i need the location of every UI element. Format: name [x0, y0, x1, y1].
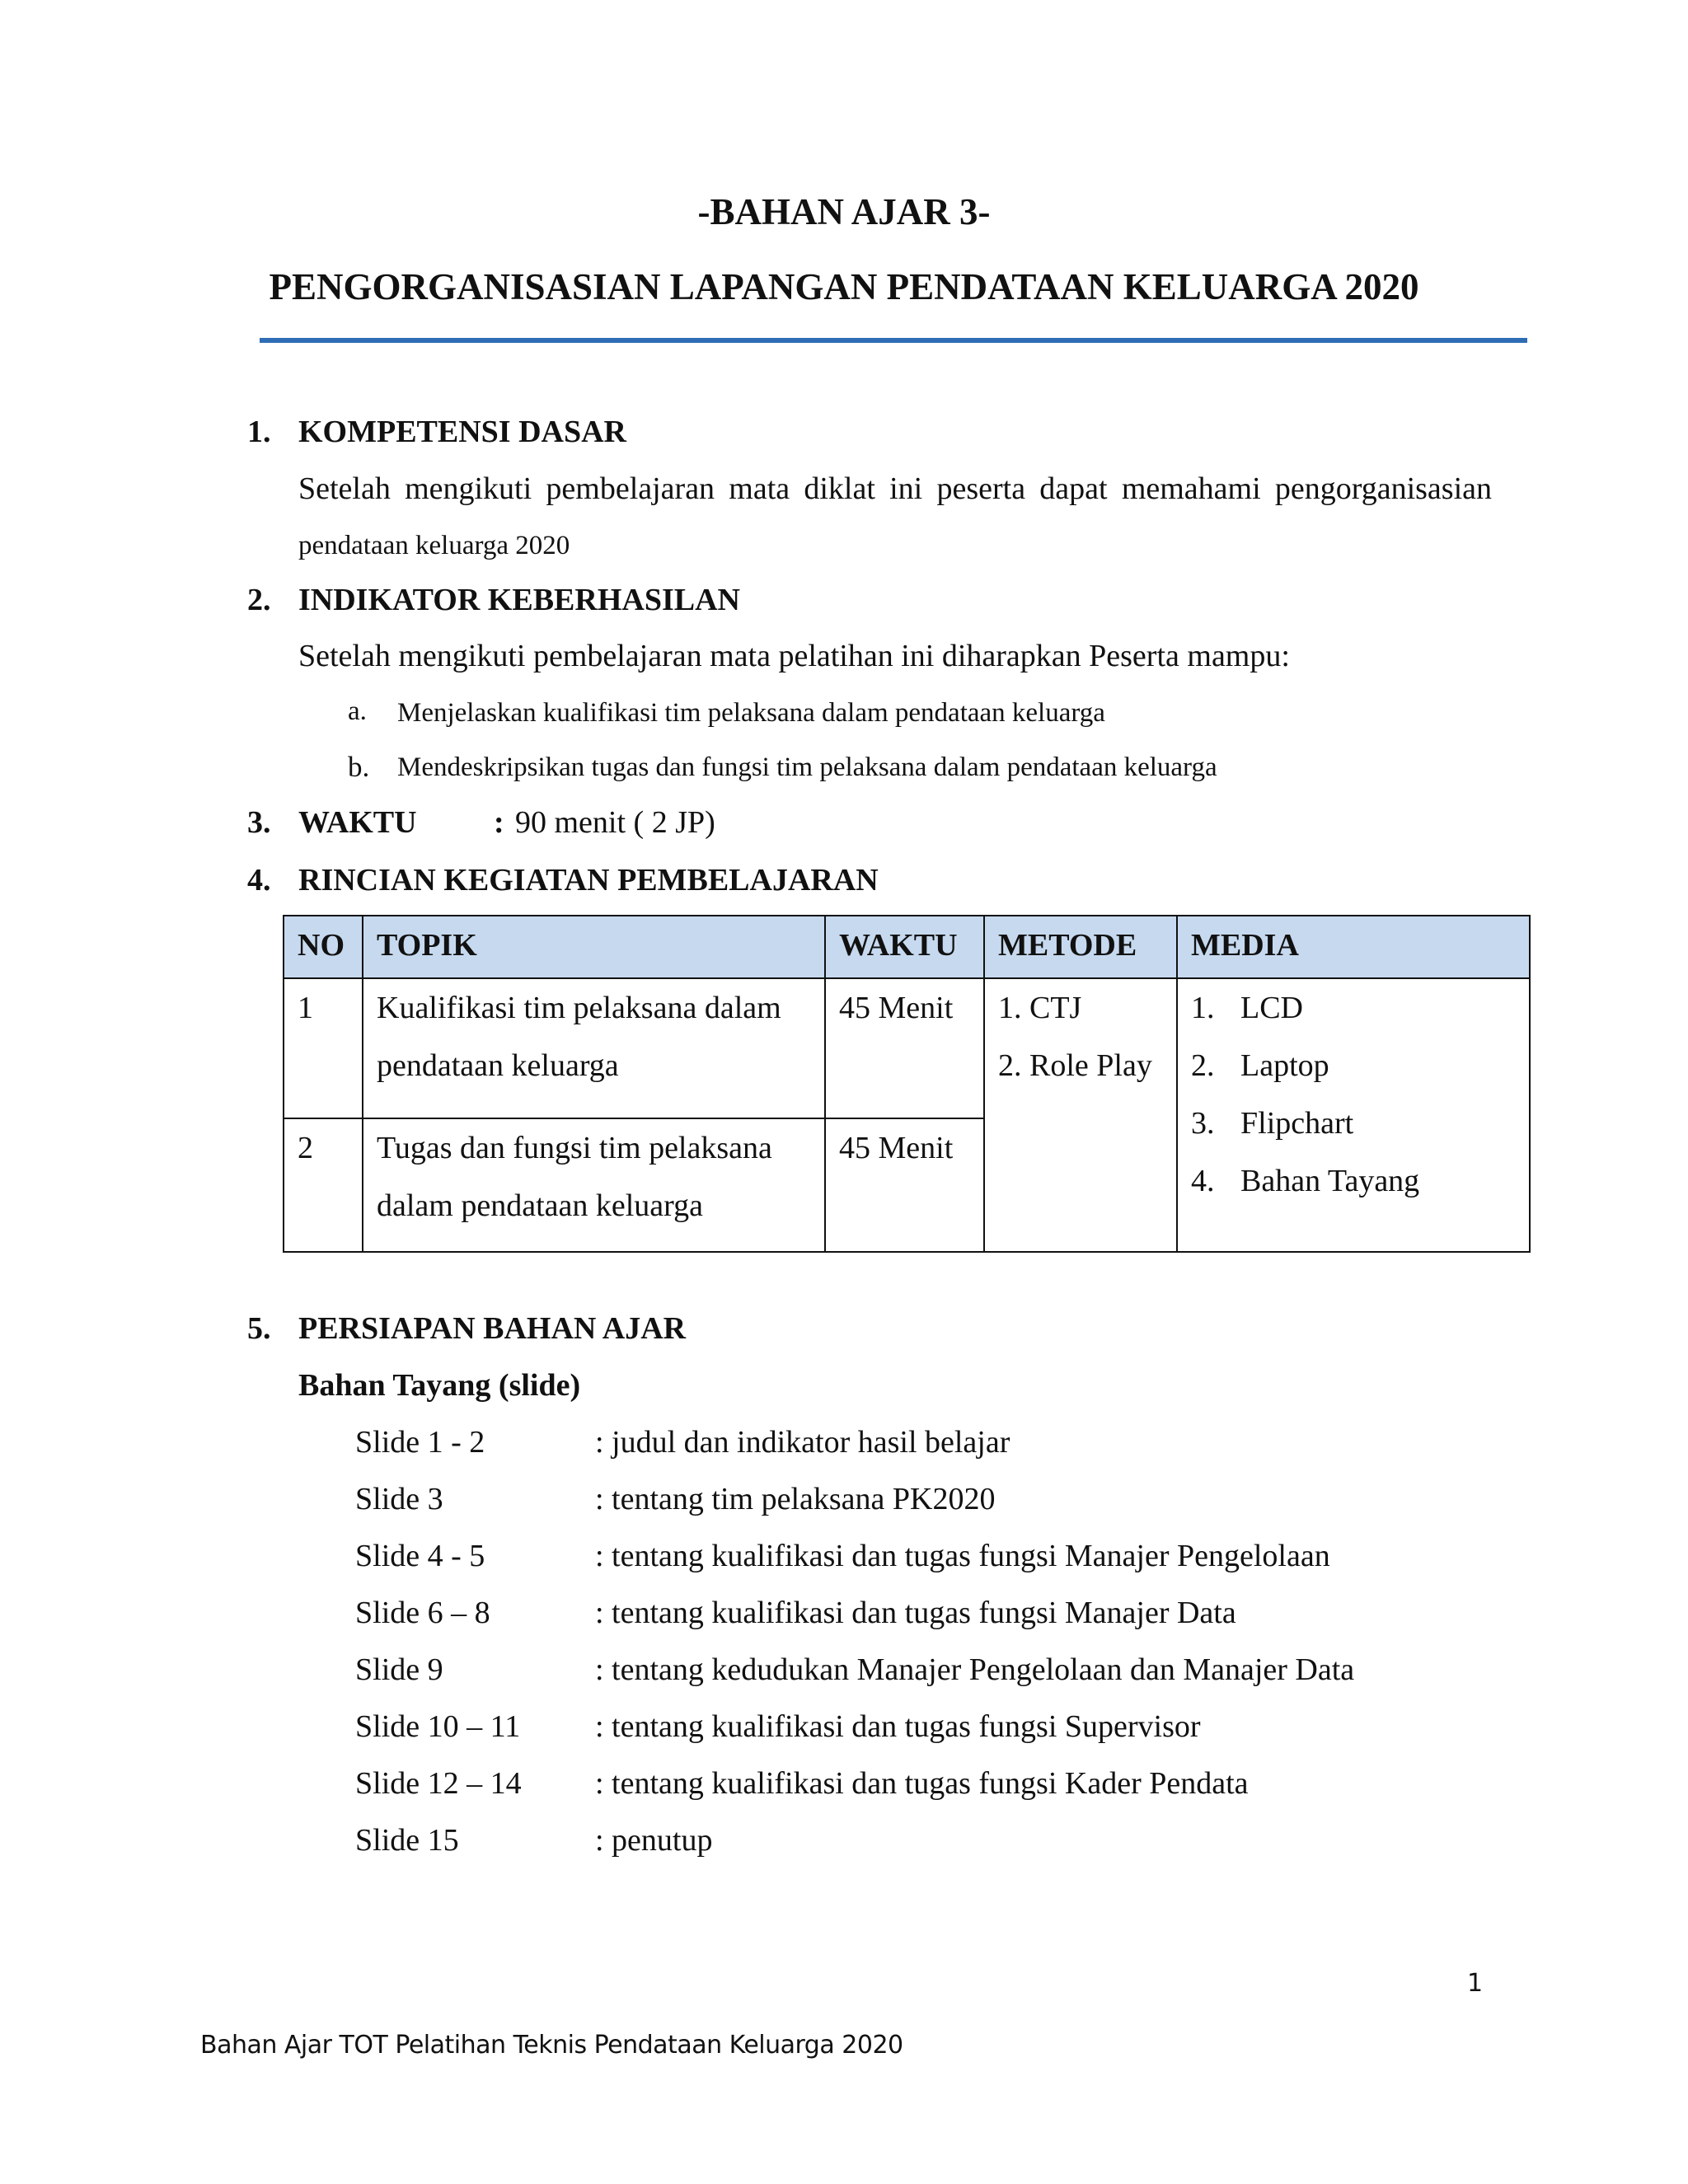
- topic-line: Tugas dan fungsi tim pelaksana: [377, 1131, 772, 1165]
- slide-label: Slide 10 – 11: [355, 1709, 521, 1744]
- slide-description: : tentang kualifikasi dan tugas fungsi Kader Pendata: [595, 1766, 1249, 1801]
- method-item: 1. CTJ: [998, 991, 1082, 1025]
- topic-line: Kualifikasi tim pelaksana dalam: [377, 991, 781, 1025]
- section-1-text-line2: pendataan keluarga 2020: [298, 531, 570, 560]
- table-cell-topic: [363, 1118, 825, 1252]
- media-item: 3. Flipchart: [1191, 1106, 1354, 1141]
- section-4-number: 4.: [247, 863, 271, 898]
- section-3-value: 90 menit ( 2 JP): [515, 805, 715, 840]
- slide-description: : penutup: [595, 1823, 713, 1858]
- topic-line: pendataan keluarga: [377, 1048, 619, 1083]
- slide-label: Slide 6 – 8: [355, 1596, 490, 1630]
- method-item: 2. Role Play: [998, 1048, 1152, 1083]
- table-header-method: METODE: [984, 916, 1177, 978]
- table-cell-media: [1177, 978, 1530, 1252]
- document-subtitle: PENGORGANISASIAN LAPANGAN PENDATAAN KELUARGA 2020: [269, 266, 1419, 307]
- table-header-no: NO: [284, 916, 363, 978]
- section-1-heading: KOMPETENSI DASAR: [298, 415, 626, 449]
- section-2-intro: Setelah mengikuti pembelajaran mata pelatihan ini diharapkan Peserta mampu:: [298, 639, 1290, 673]
- slide-label: Slide 3: [355, 1482, 443, 1516]
- section-2-heading: INDIKATOR KEBERHASILAN: [298, 583, 740, 617]
- media-item: 1. LCD: [1191, 991, 1303, 1025]
- section-5-number: 5.: [247, 1311, 271, 1346]
- page-footer: Bahan Ajar TOT Pelatihan Teknis Pendataan Keluarga 2020: [200, 2031, 903, 2060]
- table-cell-time: 45 Menit: [825, 1118, 984, 1252]
- table-header-row: [284, 916, 1530, 978]
- slide-label: Slide 1 - 2: [355, 1425, 485, 1460]
- indicator-a-text: Menjelaskan kualifikasi tim pelaksana dalam pendataan keluarga: [397, 698, 1105, 728]
- indicator-b-text: Mendeskripsikan tugas dan fungsi tim pelaksana dalam pendataan keluarga: [397, 752, 1217, 782]
- slide-label: Slide 4 - 5: [355, 1539, 485, 1573]
- table-cell-no: 2: [284, 1118, 363, 1252]
- section-2-number: 2.: [247, 583, 271, 617]
- table-header-topic: TOPIK: [363, 916, 825, 978]
- table-header-media: MEDIA: [1177, 916, 1530, 978]
- section-3-colon: :: [494, 805, 504, 840]
- table-row: [284, 978, 1530, 1118]
- section-4-heading: RINCIAN KEGIATAN PEMBELAJARAN: [298, 863, 879, 898]
- slide-description: : judul dan indikator hasil belajar: [595, 1425, 1010, 1460]
- topic-line: dalam pendataan keluarga: [377, 1188, 703, 1223]
- slide-description: : tentang kualifikasi dan tugas fungsi Manajer Data: [595, 1596, 1236, 1630]
- slide-description: : tentang tim pelaksana PK2020: [595, 1482, 996, 1516]
- media-list: [1191, 979, 1529, 1210]
- table-cell-topic: [363, 978, 825, 1118]
- slide-description: : tentang kualifikasi dan tugas fungsi Manajer Pengelolaan: [595, 1539, 1330, 1573]
- section-1-number: 1.: [247, 415, 271, 449]
- table-header-time: WAKTU: [825, 916, 984, 978]
- slide-label: Slide 12 – 14: [355, 1766, 522, 1801]
- slide-description: : tentang kualifikasi dan tugas fungsi Supervisor: [595, 1709, 1201, 1744]
- table-cell-method: [984, 978, 1177, 1252]
- section-3-number: 3.: [247, 805, 271, 840]
- table-cell-time: 45 Menit: [825, 978, 984, 1118]
- media-item: 2. Laptop: [1191, 1048, 1329, 1083]
- section-1-text-line1: Setelah mengikuti pembelajaran mata diklat ini peserta dapat memahami pengorganisasian: [298, 471, 1492, 506]
- activity-table: [283, 915, 1531, 1253]
- indicator-a-marker: a.: [348, 696, 367, 726]
- title-divider: [260, 338, 1527, 343]
- slide-label: Slide 9: [355, 1652, 443, 1687]
- slide-description: : tentang kedudukan Manajer Pengelolaan dan Manajer Data: [595, 1652, 1355, 1687]
- section-5-heading: PERSIAPAN BAHAN AJAR: [298, 1311, 687, 1346]
- media-item: 4. Bahan Tayang: [1191, 1164, 1420, 1198]
- table-cell-no: 1: [284, 978, 363, 1118]
- slide-label: Slide 15: [355, 1823, 459, 1858]
- page-number: 1: [1467, 1969, 1484, 1998]
- document-title: -BAHAN AJAR 3-: [697, 191, 991, 232]
- indicator-b-marker: b.: [348, 751, 370, 783]
- section-3-heading: WAKTU: [298, 805, 417, 840]
- section-5-subheading: Bahan Tayang (slide): [298, 1368, 581, 1403]
